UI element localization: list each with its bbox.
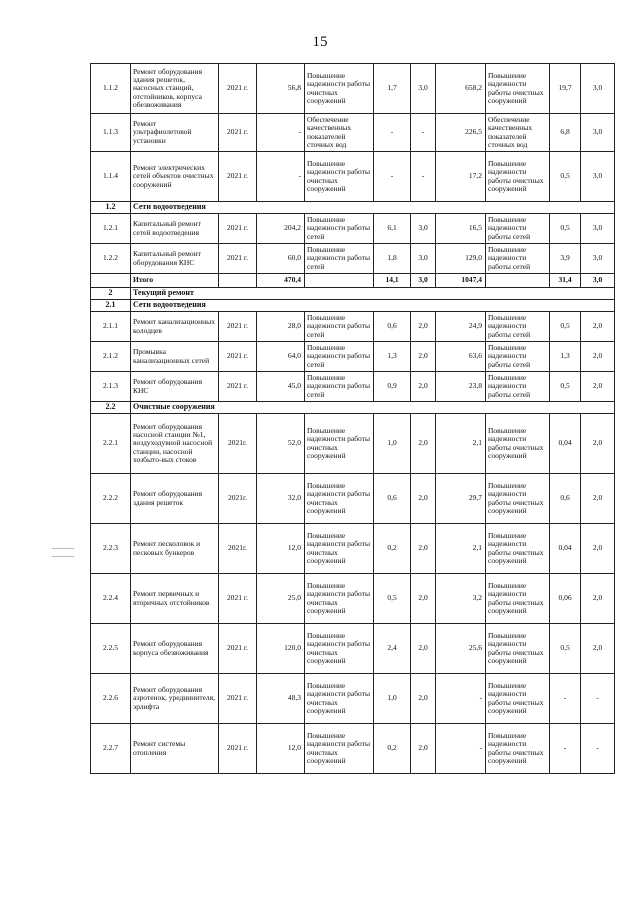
cost-cell: 60,0 <box>257 244 305 274</box>
value-cell: 0,6 <box>550 474 581 524</box>
total-row <box>91 274 615 288</box>
work-name-cell: Ремонт первичных и вторичных отстойников <box>131 574 219 624</box>
work-name-cell: Капитальный ремонт оборудования КНС <box>131 244 219 274</box>
value-cell: 226,5 <box>436 114 486 152</box>
year-cell: 2021 г. <box>219 244 257 274</box>
value-cell: 0,5 <box>550 372 581 402</box>
table-row <box>91 724 615 774</box>
work-name-cell: Ремонт оборудования аэротенок, уредиинителя, эрлифта <box>131 674 219 724</box>
purpose-cell: Повышение надежности работы очистных сооружений <box>305 64 374 114</box>
purpose-cell: Повышение надежности работы очистных сооружений <box>305 624 374 674</box>
section-row <box>91 202 615 214</box>
section-row <box>91 300 615 312</box>
table-row <box>91 214 615 244</box>
purpose-cell: Обеспечение качественных показателей сточных вод <box>305 114 374 152</box>
value-cell: 3,0 <box>581 244 615 274</box>
value-cell: 1,0 <box>374 414 411 474</box>
purpose-cell: Повышение надежности работы сетей <box>486 372 550 402</box>
value-cell: - <box>374 152 411 202</box>
value-cell: 14,1 <box>374 274 411 288</box>
purpose-cell <box>486 274 550 288</box>
page-number: 15 <box>312 34 328 50</box>
value-cell: 1,0 <box>374 674 411 724</box>
cost-cell: 120,0 <box>257 624 305 674</box>
year-cell: 2021 г. <box>219 152 257 202</box>
value-cell: 3,0 <box>411 274 436 288</box>
value-cell: - <box>581 724 615 774</box>
table-row <box>91 372 615 402</box>
value-cell: 1,7 <box>374 64 411 114</box>
value-cell: 658,2 <box>436 64 486 114</box>
work-name-cell: Ремонт канализационных колодцев <box>131 312 219 342</box>
value-cell: - <box>436 724 486 774</box>
row-number-cell: 1.1.2 <box>91 64 131 114</box>
value-cell: 2,0 <box>411 524 436 574</box>
work-name-cell: Ремонт оборудования здания решеток, насосных станций, отстойников, корпуса обезвоживания <box>131 64 219 114</box>
value-cell: - <box>550 674 581 724</box>
year-cell: 2021 г. <box>219 574 257 624</box>
value-cell: 0,5 <box>550 152 581 202</box>
year-cell: 2021 г. <box>219 214 257 244</box>
value-cell: 0,2 <box>374 524 411 574</box>
value-cell: 2,4 <box>374 624 411 674</box>
value-cell: 0,5 <box>550 624 581 674</box>
cost-cell: 12,0 <box>257 524 305 574</box>
table-row <box>91 624 615 674</box>
value-cell: 3,0 <box>581 214 615 244</box>
purpose-cell: Повышение надежности работы сетей <box>305 244 374 274</box>
work-name-cell: Ремонт системы отопления <box>131 724 219 774</box>
purpose-cell: Повышение надежности работы очистных сооружений <box>486 524 550 574</box>
cost-cell: 56,8 <box>257 64 305 114</box>
cost-cell: 12,0 <box>257 724 305 774</box>
purpose-cell: Повышение надежности работы очистных сооружений <box>486 474 550 524</box>
value-cell: 1,8 <box>374 244 411 274</box>
value-cell: - <box>550 724 581 774</box>
purpose-cell: Повышение надежности работы очистных сооружений <box>486 414 550 474</box>
purpose-cell: Повышение надежности работы очистных сооружений <box>305 574 374 624</box>
value-cell: 2,0 <box>581 474 615 524</box>
cost-cell: 64,0 <box>257 342 305 372</box>
value-cell: 2,0 <box>411 372 436 402</box>
cost-cell: - <box>257 114 305 152</box>
section-title: Сети водоотведения <box>131 300 615 312</box>
value-cell: 0,04 <box>550 414 581 474</box>
work-name-cell: Промывка канализационных сетей <box>131 342 219 372</box>
value-cell: 0,6 <box>374 312 411 342</box>
value-cell: 25,6 <box>436 624 486 674</box>
work-name-cell: Итого <box>131 274 219 288</box>
value-cell: 6,8 <box>550 114 581 152</box>
value-cell: 0,9 <box>374 372 411 402</box>
table-row <box>91 114 615 152</box>
purpose-cell: Повышение надежности работы сетей <box>305 312 374 342</box>
work-name-cell: Капитальный ремонт сетей водоотведения <box>131 214 219 244</box>
value-cell: 17,2 <box>436 152 486 202</box>
value-cell: 2,0 <box>581 414 615 474</box>
purpose-cell: Повышение надежности работы сетей <box>305 214 374 244</box>
table-row <box>91 342 615 372</box>
value-cell: 2,0 <box>411 724 436 774</box>
value-cell: - <box>436 674 486 724</box>
section-row <box>91 402 615 414</box>
value-cell: 2,0 <box>411 312 436 342</box>
section-title: Текущий ремонт <box>131 288 615 300</box>
value-cell: 29,7 <box>436 474 486 524</box>
year-cell: 2021 г. <box>219 342 257 372</box>
value-cell: 2,1 <box>436 524 486 574</box>
year-cell: 2021г. <box>219 524 257 574</box>
value-cell: 0,5 <box>374 574 411 624</box>
value-cell: 16,5 <box>436 214 486 244</box>
row-number-cell: 2.2.4 <box>91 574 131 624</box>
work-name-cell: Ремонт ультрафиолетовой установки <box>131 114 219 152</box>
row-number-cell: 2.2.2 <box>91 474 131 524</box>
section-row <box>91 288 615 300</box>
value-cell: - <box>374 114 411 152</box>
value-cell: 2,0 <box>411 474 436 524</box>
year-cell: 2021г. <box>219 474 257 524</box>
cost-cell: 204,2 <box>257 214 305 244</box>
value-cell: 3,0 <box>581 152 615 202</box>
year-cell: 2021 г. <box>219 372 257 402</box>
value-cell: 0,2 <box>374 724 411 774</box>
repair-works-table <box>90 63 615 774</box>
purpose-cell: Повышение надежности работы очистных сооружений <box>486 64 550 114</box>
row-number-cell: 1.1.4 <box>91 152 131 202</box>
value-cell: 3,0 <box>411 64 436 114</box>
purpose-cell: Повышение надежности работы сетей <box>305 372 374 402</box>
cost-cell: 52,0 <box>257 414 305 474</box>
section-number: 2.1 <box>91 300 131 312</box>
table-row <box>91 414 615 474</box>
value-cell: 2,0 <box>411 414 436 474</box>
purpose-cell: Повышение надежности работы очистных сооружений <box>486 674 550 724</box>
section-number: 2.2 <box>91 402 131 414</box>
cost-cell: 32,0 <box>257 474 305 524</box>
purpose-cell: Повышение надежности работы очистных сооружений <box>305 414 374 474</box>
table-row <box>91 312 615 342</box>
value-cell: 3,0 <box>581 114 615 152</box>
value-cell: 2,1 <box>436 414 486 474</box>
table-row <box>91 64 615 114</box>
purpose-cell: Повышение надежности работы очистных сооружений <box>305 152 374 202</box>
work-name-cell: Ремонт оборудования корпуса обезвоживания <box>131 624 219 674</box>
row-number-cell: 1.2.2 <box>91 244 131 274</box>
value-cell: - <box>411 152 436 202</box>
value-cell: 2,0 <box>411 624 436 674</box>
value-cell: 3,0 <box>411 244 436 274</box>
work-name-cell: Ремонт оборудования насосной станции №1, воздуходувной насосной станции, насосной хозбыто-вых стоков <box>131 414 219 474</box>
value-cell: 23,8 <box>436 372 486 402</box>
value-cell: 0,6 <box>374 474 411 524</box>
value-cell: 0,04 <box>550 524 581 574</box>
row-number-cell <box>91 274 131 288</box>
year-cell: 2021 г. <box>219 64 257 114</box>
value-cell: 2,0 <box>581 624 615 674</box>
purpose-cell: Повышение надежности работы сетей <box>305 342 374 372</box>
purpose-cell: Обеспечение качественных показателей сточных вод <box>486 114 550 152</box>
margin-mark <box>52 556 74 557</box>
year-cell: 2021 г. <box>219 724 257 774</box>
margin-mark <box>52 548 74 549</box>
year-cell: 2021 г. <box>219 674 257 724</box>
value-cell: 3,9 <box>550 244 581 274</box>
purpose-cell: Повышение надежности работы очистных сооружений <box>305 524 374 574</box>
purpose-cell <box>305 274 374 288</box>
purpose-cell: Повышение надежности работы очистных сооружений <box>486 624 550 674</box>
row-number-cell: 2.1.3 <box>91 372 131 402</box>
purpose-cell: Повышение надежности работы очистных сооружений <box>305 724 374 774</box>
section-number: 1.2 <box>91 202 131 214</box>
purpose-cell: Повышение надежности работы очистных сооружений <box>305 674 374 724</box>
value-cell: 2,0 <box>411 674 436 724</box>
value-cell: 19,7 <box>550 64 581 114</box>
cost-cell: 48,3 <box>257 674 305 724</box>
row-number-cell: 2.1.1 <box>91 312 131 342</box>
table-row <box>91 152 615 202</box>
year-cell: 2021 г. <box>219 624 257 674</box>
purpose-cell: Повышение надежности работы очистных сооружений <box>486 152 550 202</box>
value-cell: 2,0 <box>581 342 615 372</box>
purpose-cell: Повышение надежности работы сетей <box>486 342 550 372</box>
cost-cell: 25,0 <box>257 574 305 624</box>
table-row <box>91 524 615 574</box>
row-number-cell: 2.2.3 <box>91 524 131 574</box>
table-row <box>91 574 615 624</box>
value-cell: 31,4 <box>550 274 581 288</box>
row-number-cell: 2.1.2 <box>91 342 131 372</box>
work-name-cell: Ремонт оборудования здания решеток <box>131 474 219 524</box>
year-cell: 2021г. <box>219 414 257 474</box>
value-cell: 2,0 <box>581 312 615 342</box>
value-cell: 63,6 <box>436 342 486 372</box>
section-number: 2 <box>91 288 131 300</box>
table-row <box>91 474 615 524</box>
purpose-cell: Повышение надежности работы очистных сооружений <box>486 724 550 774</box>
table-row <box>91 244 615 274</box>
cost-cell: 470,4 <box>257 274 305 288</box>
row-number-cell: 2.2.1 <box>91 414 131 474</box>
work-name-cell: Ремонт оборудования КНС <box>131 372 219 402</box>
value-cell: 3,0 <box>411 214 436 244</box>
value-cell: 0,5 <box>550 312 581 342</box>
value-cell: 129,0 <box>436 244 486 274</box>
work-name-cell: Ремонт электрических сетей объектов очистных сооружений <box>131 152 219 202</box>
row-number-cell: 2.2.7 <box>91 724 131 774</box>
purpose-cell: Повышение надежности работы сетей <box>486 244 550 274</box>
cost-cell: 28,0 <box>257 312 305 342</box>
cost-cell: - <box>257 152 305 202</box>
purpose-cell: Повышение надежности работы очистных сооружений <box>305 474 374 524</box>
year-cell <box>219 274 257 288</box>
section-title: Очистные сооружения <box>131 402 615 414</box>
value-cell: 2,0 <box>581 574 615 624</box>
value-cell: 2,0 <box>581 524 615 574</box>
value-cell: 24,9 <box>436 312 486 342</box>
value-cell: - <box>411 114 436 152</box>
value-cell: 3,0 <box>581 64 615 114</box>
year-cell: 2021 г. <box>219 114 257 152</box>
row-number-cell: 1.2.1 <box>91 214 131 244</box>
purpose-cell: Повышение надежности работы сетей <box>486 214 550 244</box>
value-cell: 0,5 <box>550 214 581 244</box>
value-cell: 2,0 <box>411 574 436 624</box>
row-number-cell: 2.2.5 <box>91 624 131 674</box>
value-cell: 1,3 <box>550 342 581 372</box>
year-cell: 2021 г. <box>219 312 257 342</box>
value-cell: 2,0 <box>411 342 436 372</box>
value-cell: 3,0 <box>581 274 615 288</box>
row-number-cell: 1.1.3 <box>91 114 131 152</box>
value-cell: 2,0 <box>581 372 615 402</box>
cost-cell: 45,0 <box>257 372 305 402</box>
value-cell: 6,1 <box>374 214 411 244</box>
value-cell: - <box>581 674 615 724</box>
purpose-cell: Повышение надежности работы очистных сооружений <box>486 574 550 624</box>
purpose-cell: Повышение надежности работы сетей <box>486 312 550 342</box>
value-cell: 1,3 <box>374 342 411 372</box>
work-name-cell: Ремонт песколовок и песковых бункеров <box>131 524 219 574</box>
value-cell: 3,2 <box>436 574 486 624</box>
row-number-cell: 2.2.6 <box>91 674 131 724</box>
value-cell: 0,06 <box>550 574 581 624</box>
section-title: Сети водоотведения <box>131 202 615 214</box>
value-cell: 1047,4 <box>436 274 486 288</box>
table-row <box>91 674 615 724</box>
